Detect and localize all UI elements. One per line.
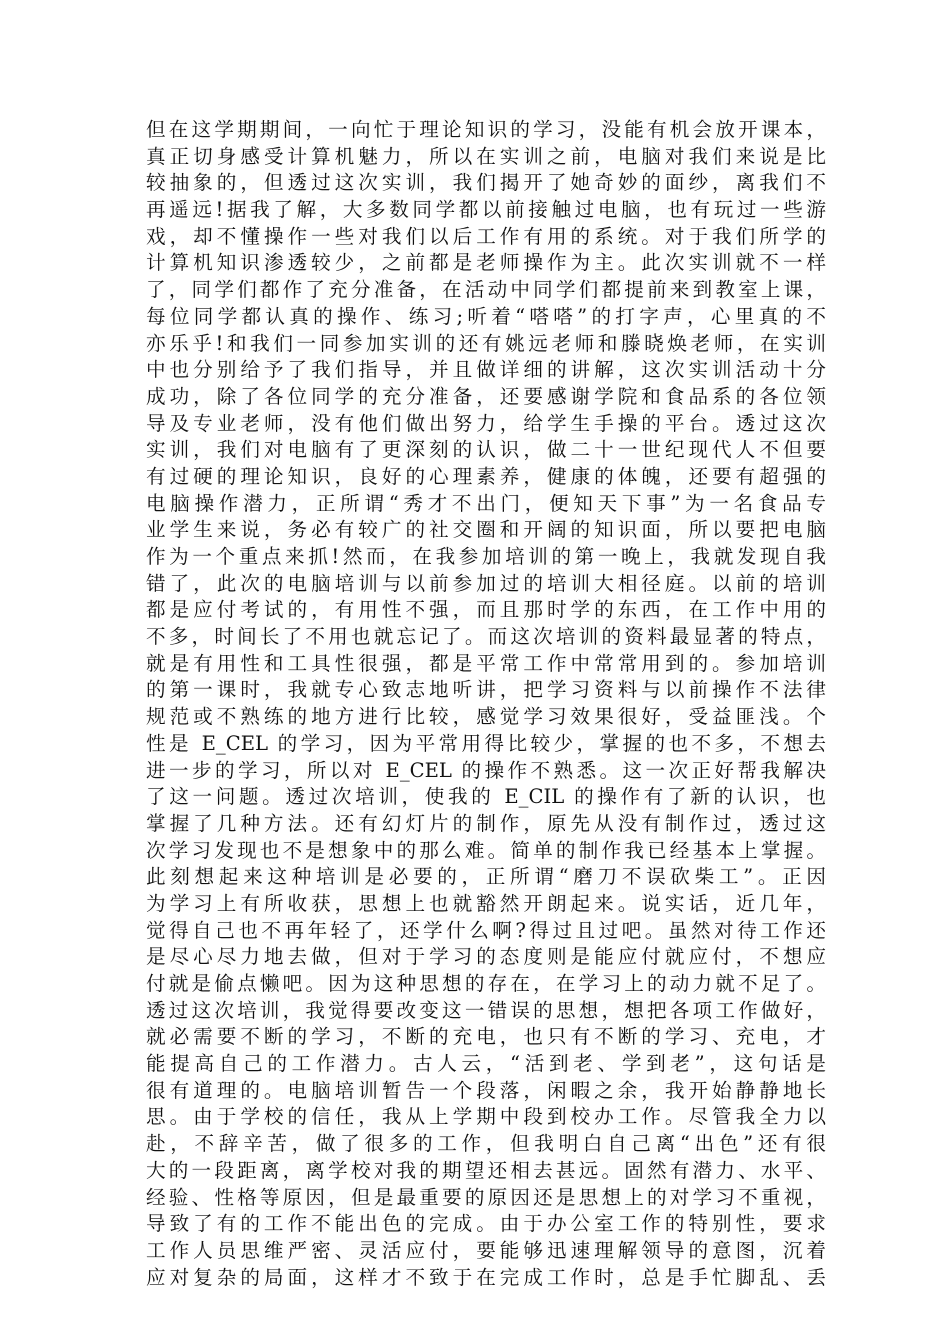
text-line: 的第一课时，我就专心致志地听讲，把学习资料与以前操作不法律 <box>146 678 826 702</box>
text-line: 就是有用性和工具性很强，都是平常工作中常常用到的。参加培训 <box>146 651 826 675</box>
text-line: 了，同学们都作了充分准备，在活动中同学们都提前来到教室上课， <box>146 278 826 302</box>
text-line: 付就是偷点懒吧。因为这种思想的存在，在学习上的动力就不足了。 <box>146 972 826 995</box>
text-line: 错了，此次的电脑培训与以前参加过的培训大相径庭。以前的培训 <box>146 571 826 595</box>
text-line: 作为一个重点来抓!然而，在我参加培训的第一晚上，我就发现自我 <box>146 545 826 568</box>
text-line: 中也分别给予了我们指导，并且做详细的讲解，这次实训活动十分 <box>146 358 826 382</box>
text-line: 为学习上有所收获，思想上也就豁然开朗起来。说实话，近几年， <box>146 891 826 915</box>
body-text <box>146 117 826 1291</box>
text-line: 电脑操作潜力，正所谓“秀才不出门，便知天下事”为一名食品专 <box>146 491 826 515</box>
text-line: 思。由于学校的信任，我从上学期中段到校办工作。尽管我全力以 <box>146 1105 826 1129</box>
text-line: 戏，却不懂操作一些对我们以后工作有用的系统。对于我们所学的 <box>146 224 826 248</box>
text-line: 透过这次培训，我觉得要改变这一错误的思想，想把各项工作做好， <box>146 998 826 1022</box>
text-line: 但在这学期期间，一向忙于理论知识的学习，没能有机会放开课本， <box>146 118 826 141</box>
text-line: 都是应付考试的，有用性不强，而且那时学的东西，在工作中用的 <box>146 598 826 622</box>
text-line: 赴，不辞辛苦，做了很多的工作，但我明白自己离“出色”还有很 <box>146 1132 826 1156</box>
text-line: 大的一段距离，离学校对我的期望还相去甚远。固然有潜力、水平、 <box>146 1158 826 1182</box>
text-line: 了这一问题。透过次培训，使我的 E_CIL 的操作有了新的认识，也 <box>146 785 826 809</box>
text-line: 性是 E_CEL 的学习，因为平常用得比较少，掌握的也不多，不想去 <box>146 731 826 755</box>
text-line: 能提高自己的工作潜力。古人云，“活到老、学到老”，这句话是 <box>146 1052 826 1076</box>
text-line: 工作人员思维严密、灵活应付，要能够迅速理解领导的意图，沉着 <box>146 1238 826 1262</box>
text-line: 不多，时间长了不用也就忘记了。而这次培训的资料最显著的特点， <box>146 625 826 649</box>
text-line: 计算机知识渗透较少，之前都是老师操作为主。此次实训就不一样 <box>146 251 826 275</box>
text-line: 再遥远!据我了解，大多数同学都以前接触过电脑，也有玩过一些游 <box>146 198 826 222</box>
text-line: 真正切身感受计算机魅力，所以在实训之前，电脑对我们来说是比 <box>146 144 826 168</box>
text-line: 掌握了几种方法。还有幻灯片的制作，原先从没有制作过，透过这 <box>146 811 826 835</box>
text-line: 导及专业老师，没有他们做出努力，给学生手操的平台。透过这次 <box>146 411 826 435</box>
text-line: 每位同学都认真的操作、练习;听着“嗒嗒”的打字声，心里真的不 <box>146 304 826 328</box>
text-line: 进一步的学习，所以对 E_CEL 的操作不熟悉。这一次正好帮我解决 <box>146 758 826 782</box>
text-line: 觉得自己也不再年轻了，还学什么啊?得过且过吧。虽然对待工作还 <box>146 918 826 942</box>
text-line: 是尽心尽力地去做，但对于学习的态度则是能应付就应付，不想应 <box>146 945 826 969</box>
text-line: 应对复杂的局面，这样才不致于在完成工作时，总是手忙脚乱、丢 <box>146 1265 826 1289</box>
text-line: 次学习发现也不是想象中的那么难。简单的制作我已经基本上掌握。 <box>146 838 826 862</box>
text-line: 成功，除了各位同学的充分准备，还要感谢学院和食品系的各位领 <box>146 384 826 408</box>
text-line: 亦乐乎!和我们一同参加实训的还有姚远老师和滕晓焕老师，在实训 <box>146 331 826 355</box>
text-line: 就必需要不断的学习，不断的充电，也只有不断的学习、充电，才 <box>146 1025 826 1049</box>
text-line: 导致了有的工作不能出色的完成。由于办公室工作的特别性，要求 <box>146 1212 826 1236</box>
text-line: 实训，我们对电脑有了更深刻的认识，做二十一世纪现代人不但要 <box>146 438 826 462</box>
text-line: 有过硬的理论知识，良好的心理素养，健康的体魄，还要有超强的 <box>146 464 826 488</box>
text-line: 很有道理的。电脑培训暂告一个段落，闲暇之余，我开始静静地长 <box>146 1078 826 1102</box>
text-line: 经验、性格等原因，但是最重要的原因还是思想上的对学习不重视， <box>146 1185 826 1209</box>
text-line: 此刻想起来这种培训是必要的，正所谓“磨刀不误砍柴工”。正因 <box>146 865 826 889</box>
text-line: 业学生来说，务必有较广的社交圈和开阔的知识面，所以要把电脑 <box>146 518 826 542</box>
text-line: 较抽象的，但透过这次实训，我们揭开了她奇妙的面纱，离我们不 <box>146 171 826 195</box>
text-line: 规范或不熟练的地方进行比较，感觉学习效果很好，受益匪浅。个 <box>146 705 826 729</box>
